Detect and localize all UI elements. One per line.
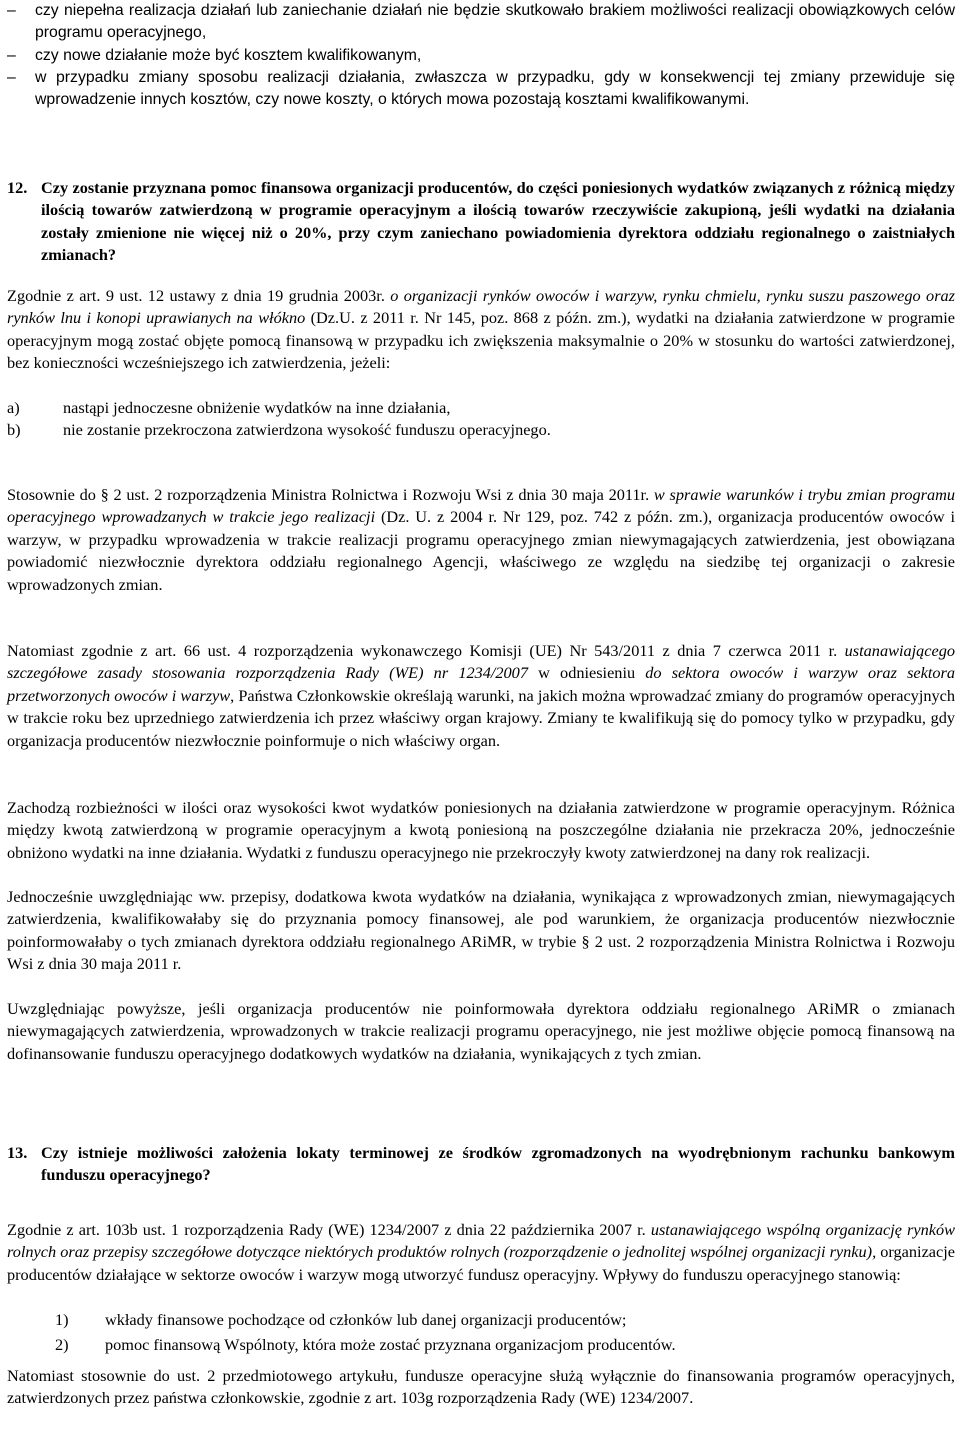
text-span: organizacje producentów działające w sektorze owoców i warzyw mogą utworzyć fundusz operacyjny. Wpływy do funduszu operacyjnego stanowią: — [7, 1242, 955, 1284]
act-title: o organizacji rynków owoców i warzyw, rynku chmielu, rynku suszu paszowego oraz rynków lnu i konopi uprawianych na włókno — [7, 286, 956, 328]
text-span: w odniesieniu — [527, 663, 646, 683]
act-title: ustanawiającego szczegółowe zasady stosowania rozporządzenia Rady (WE) nr 1234/2007 — [7, 641, 955, 683]
answer-12-paragraph-4: Zachodzą rozbieżności w ilości oraz wysokości kwot wydatków poniesionych na działania zatwierdzone w programie operacyjnym. Różnica między kwotą zatwierdzoną w programie operacyjnym a kwotą poniesioną na poszczególne działania nie przekracza 20%, jednocześnie obniżono wydatki na inne działania. Wydatki z funduszu operacyjnego nie przekroczyły kwoty zatwierdzonej na dany rok realizacji. — [7, 798, 955, 862]
text-span: (Dz.U. z 2011 r. Nr 145, poz. 868 z późn. zm.), wydatki na działania zatwierdzone w programie operacyjnym mogą zostać objęte pomocą finansową w przypadku ich zwiększenia maksymalnie o 20% w stosunku do wartości zatwierdzonej, bez konieczności wcześniejszego ich zatwierdzenia, jeżeli: — [7, 308, 955, 373]
question-12 — [7, 177, 955, 267]
list-item — [7, 1309, 955, 1331]
list-text: nie zostanie przekroczona zatwierdzona wysokość funduszu operacyjnego. — [63, 420, 551, 439]
bullet-item — [7, 45, 955, 67]
dash-marker: – — [7, 69, 16, 86]
act-title: do sektora owoców i warzyw oraz sektora przetworzonych owoców i warzyw — [7, 663, 955, 705]
dash-marker: – — [7, 47, 16, 64]
question-text: Czy istnieje możliwości założenia lokaty terminowej ze środków zgromadzonych na wyodrębnionym rachunku bankowym funduszu operacyjnego? — [41, 1143, 955, 1185]
answer-12-paragraph-5: Jednocześnie uwzględniając ww. przepisy, dodatkowa kwota wydatków na działania, wynikająca z wprowadzonych zmian, niewymagających zatwierdzenia, kwalifikowałaby się do przyznania pomocy finansowej, ale pod warunkiem, że organizacja producentów niezwłocznie poinformowałaby o tych zmianach dyrektora oddziału regionalnego ARiMR, w trybie § 2 ust. 2 rozporządzenia Ministra Rolnictwa i Rozwoju Wsi z dnia 30 maja 2011 r. — [7, 887, 955, 974]
bullet-text: w przypadku zmiany sposobu realizacji działania, zwłaszcza w przypadku, gdy w konsekwencji tej zmiany przewiduje się wprowadzenie innych kosztów, czy nowe koszty, o których mowa pozostają kosztami kwalifikowanymi. — [35, 69, 955, 109]
list-text: pomoc finansową Wspólnoty, która może zostać przyznana organizacjom producentów. — [105, 1335, 676, 1354]
text-span: Zgodnie z art. 9 ust. 12 ustawy z dnia 19 grudnia 2003r. — [7, 286, 391, 305]
list-item — [7, 397, 955, 419]
text-span: Natomiast zgodnie z art. 66 ust. 4 rozporządzenia wykonawczego Komisji (UE) Nr 543/2011 z dnia 7 czerwca 2011 r. — [7, 641, 845, 660]
bullet-text: czy niepełna realizacja działań lub zaniechanie działań nie będzie skutkowało brakiem możliwości realizacji obowiązkowych celów programu operacyjnego, — [35, 2, 955, 42]
question-text: Czy zostanie przyznana pomoc finansowa organizacji producentów, do części poniesionych wydatków związanych z różnicą między ilością towarów zatwierdzoną w programie operacyjnym a ilością towarów rzeczywiście zakupioną, jeśli wydatki na działania zostały zmienione nie więcej niż o 20%, przy czym zaniechano powiadomienia dyrektora oddziału regionalnego o zaistniałych zmianach? — [41, 178, 955, 265]
answer-12-paragraph-6: Uwzględniając powyższe, jeśli organizacja producentów nie poinformowała dyrektora oddziału regionalnego ARiMR o zmianach niewymagających zatwierdzenia, wprowadzonych w trakcie realizacji programu operacyjnego, nie jest możliwe objęcie pomocą finansową na dofinansowanie funduszu operacyjnego dodatkowych wydatków na działania, wynikających z tych zmian. — [7, 999, 955, 1063]
question-13 — [7, 1142, 955, 1187]
list-label: a) — [7, 398, 20, 417]
act-title: w sprawie warunków i trybu zmian programu operacyjnego wprowadzanych w trakcie jego realizacji — [7, 485, 955, 527]
answer-13-paragraph-1 — [7, 1219, 955, 1286]
answer-12-paragraph-3 — [7, 640, 955, 752]
list-item — [7, 419, 955, 441]
text-span: (Dz. U. z 2004 r. Nr 129, poz. 742 z późn. zm.), organizacja producentów owoców i warzyw, w przypadku wprowadzenia w trakcie realizacji programu operacyjnego zmian niewymagających zatwierdzenia, jest obowiązana powiadomić niezwłocznie dyrektora oddziału regionalnego Agencji, właściwego ze względu na siedzibę tej organizacji o zakresie wprowadzonych zmian. — [7, 507, 955, 594]
question-number: 13. — [7, 1143, 28, 1162]
list-label: 1) — [55, 1310, 69, 1329]
answer-13-paragraph-2: Natomiast stosownie do ust. 2 przedmiotowego artykułu, fundusze operacyjne służą wyłącznie do finansowania programów operacyjnych, zatwierdzonych przez państwa członkowskie, zgodnie z art. 103g rozporządzenia Rady (WE) 1234/2007. — [7, 1366, 955, 1408]
list-label: b) — [7, 420, 21, 439]
list-text: wkłady finansowe pochodzące od członków lub danej organizacji producentów; — [105, 1310, 627, 1329]
answer-12-paragraph-2 — [7, 484, 955, 596]
dash-marker: – — [7, 2, 16, 19]
list-label: 2) — [55, 1335, 69, 1354]
list-item — [7, 1334, 955, 1356]
bullet-item — [7, 67, 955, 112]
text-span: , Państwa Członkowskie określają warunki, na jakich można wprowadzać zmiany do programów operacyjnych w trakcie roku bez uprzedniego zatwierdzenia ich przez właściwy organ krajowy. Zmiany te kwalifikują się do pomocy tylko w przypadku, gdy organizacja producentów niezwłocznie poinformuje o nich właściwy organ. — [7, 685, 955, 750]
bullet-text: czy nowe działanie może być kosztem kwalifikowanym, — [35, 47, 422, 64]
answer-12-paragraph-1 — [7, 285, 955, 375]
act-title: ustanawiającego wspólną organizację rynków rolnych oraz przepisy szczegółowe dotyczące niektórych produktów rolnych (rozporządzenie o jednolitej wspólnej organizacji rynku), — [7, 1220, 955, 1262]
text-span: Zgodnie z art. 103b ust. 1 rozporządzenia Rady (WE) 1234/2007 z dnia 22 października 2007 r. — [7, 1220, 651, 1239]
text-span: Stosownie do § 2 ust. 2 rozporządzenia Ministra Rolnictwa i Rozwoju Wsi z dnia 30 maja 2011r. — [7, 485, 654, 504]
bullet-item — [7, 0, 955, 45]
list-text: nastąpi jednoczesne obniżenie wydatków na inne działania, — [63, 398, 451, 417]
question-number: 12. — [7, 178, 28, 197]
